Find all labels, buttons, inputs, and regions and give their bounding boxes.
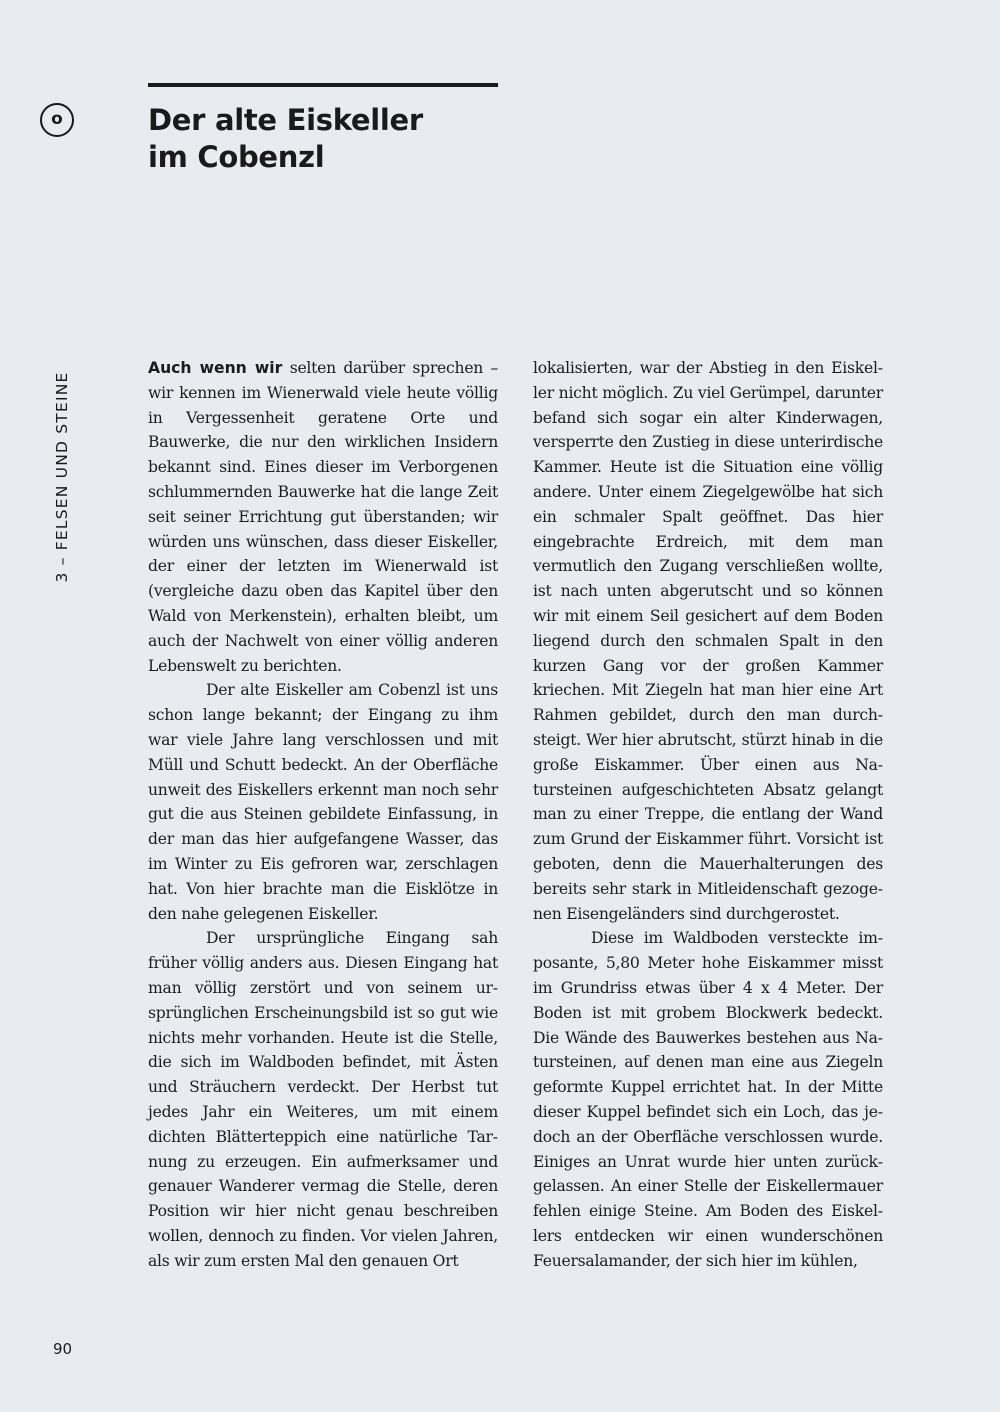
paragraph (148, 356, 498, 678)
paragraph-text: selten darüber sprechen – wir kennen im Wienerwald viele heute völlig in Vergessenheit geratene Orte und Bauwerke, die nur den wirklichen Insidern bekannt sind. Eines dieser im Verborgenen schlummernden Bauwerke hat die lange Zeit seit seiner Errichtung gut überstanden; wir würden uns wünschen, dass dieser Eiskeller, der einer der letzten im Wienerwald ist (vergleiche dazu oben das Kapitel über den Wald von Merkenstein), erhalten bleibt, um auch der Nachwelt von einer völlig anderen Lebenswelt zu berichten. (148, 359, 498, 675)
page-number: 90 (53, 1340, 73, 1358)
page-title (148, 102, 423, 176)
chapter-side-label: 3 – FELSEN UND STEINE (53, 371, 71, 583)
title-line-2: im Cobenzl (148, 140, 325, 174)
paragraph: Der alte Eiskeller am Cobenzl ist uns schon lange bekannt; der Eingang zu ihm war viele Jahre lang verschlossen und mit Müll und Schutt bedeckt. An der Oberfläche unweit des Eiskellers erkennt man noch sehr gut die aus Steinen gebildete Einfassung, in der man das hier aufgefangene Wasser, das im Winter zu Eis gefroren war, zerschlagen hat. Von hier brachte man die Eisklötze in den nahe gelegenen Eiskeller. (148, 681, 498, 923)
chapter-badge-letter: o (51, 108, 63, 129)
paragraph: lokalisierten, war der Abstieg in den Eiskeller nicht möglich. Zu viel Gerümpel, darunter befand sich sogar ein alter Kinderwagen, versperrte den Zustieg in diese unterirdische Kammer. Heute ist die Situation eine völlig andere. Unter einem Ziegelgewölbe hat sich ein schmaler Spalt geöffnet. Das hier eingebrachte Erdreich, mit dem man vermutlich den Zugang verschließen wollte, ist nach unten abgerutscht und so können wir mit einem Seil gesichert auf dem Boden liegend durch den schmalen Spalt in den kurzen Gang vor der großen Kammer kriechen. Mit Ziegeln hat man hier eine Art Rahmen gebildet, durch den man durchsteigt. Wer hier abrutscht, stürzt hinab in die große Eiskammer. Über einen aus Natursteinen aufgeschichteten Absatz gelangt man zu einer Treppe, die entlang der Wand zum Grund der Eiskammer führt. Vorsicht ist geboten, denn die Mauerhalterungen des bereits sehr stark in Mitleidenschaft gezogenen Eisengeländers sind durchgerostet. (533, 359, 883, 923)
title-rule (148, 83, 498, 87)
paragraph: Diese im Waldboden versteckte imposante, 5,80 Meter hohe Eiskammer misst im Grundriss etwas über 4 x 4 Meter. Der Boden ist mit grobem Blockwerk bedeckt. Die Wände des Bauwerkes bestehen aus Natursteinen, auf denen man eine aus Ziegeln geformte Kuppel errichtet hat. In der Mitte dieser Kuppel befindet sich ein Loch, das jedoch an der Oberfläche verschlossen wurde. Einiges an Unrat wurde hier unten zurückgelassen. An einer Stelle der Eiskellermauer fehlen einige Steine. Am Boden des Eiskellers entdecken wir einen wunderschönen Feuersalamander, der sich hier im kühlen, (533, 929, 883, 1270)
lead-in: Auch wenn wir (148, 359, 283, 377)
title-line-1: Der alte Eiskeller (148, 103, 423, 137)
paragraph: Der ursprüngliche Eingang sah früher völlig anders aus. Diesen Eingang hat man völlig zerstört und von seinem ursprünglichen Erscheinungsbild ist so gut wie nichts mehr vorhanden. Heute ist die Stelle, die sich im Waldboden befindet, mit Ästen und Sträuchern verdeckt. Der Herbst tut jedes Jahr ein Weiteres, um mit einem dichten Blätterteppich eine natürliche Tarnung zu erzeugen. Ein aufmerksamer und genauer Wanderer vermag die Stelle, deren Position wir hier nicht genau beschreiben wollen, dennoch zu finden. Vor vielen Jahren, als wir zum ersten Mal den genauen Ort (148, 929, 498, 1270)
chapter-circle-icon (40, 103, 74, 137)
text-column-left (148, 356, 498, 1273)
text-column-right (533, 356, 883, 1273)
